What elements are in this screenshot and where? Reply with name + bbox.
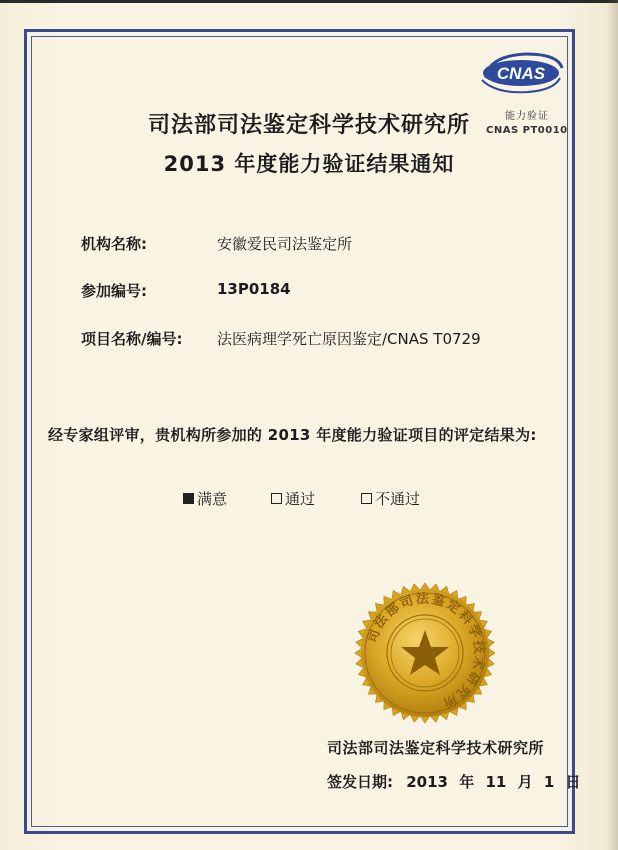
org-name-label: 机构名称: (81, 235, 147, 253)
participant-id-value: 13P0184 (217, 280, 291, 298)
cnas-logo-text: CNAS (496, 64, 546, 83)
issue-date-year-unit: 年 (459, 773, 475, 791)
org-name-value: 安徽爱民司法鉴定所 (217, 235, 353, 253)
issue-date-day: 1 (543, 773, 555, 791)
result-option-label: 不通过 (375, 490, 421, 508)
cnas-subtitle: 能力验证 (505, 111, 549, 122)
project-value: 法医病理学死亡原因鉴定/CNAS T0729 (217, 330, 481, 348)
participant-id-label: 参加编号: (81, 282, 147, 300)
result-option-pass (271, 488, 315, 509)
gold-seal (350, 578, 500, 728)
issue-date-day-unit: 日 (565, 773, 581, 791)
issue-date-year: 2013 (406, 773, 448, 791)
cnas-code: CNAS PT0010 (486, 125, 568, 136)
issuer-name: 司法部司法鉴定科学技术研究所 (327, 739, 545, 757)
result-option-fail (361, 488, 420, 509)
empty-box-icon (361, 493, 372, 504)
checked-box-icon (183, 493, 194, 504)
issue-date-label: 签发日期: (327, 773, 393, 791)
cnas-logo (476, 48, 566, 98)
result-option-satisfactory (183, 488, 227, 509)
project-label: 项目名称/编号: (81, 330, 183, 348)
issue-date-month-unit: 月 (517, 773, 533, 791)
empty-box-icon (271, 493, 282, 504)
issue-date-month: 11 (485, 773, 507, 791)
notice-title: 2013 年度能力验证结果通知 (163, 152, 455, 176)
scan-edge (0, 0, 618, 3)
svg-text:司法部司法鉴定科学技术研究所: 司法部司法鉴定科学技术研究所 (364, 591, 487, 711)
institute-title: 司法部司法鉴定科学技术研究所 (147, 113, 470, 138)
result-statement: 经专家组评审，贵机构所参加的 2013 年度能力验证项目的评定结果为: (48, 426, 537, 444)
result-option-label: 满意 (197, 490, 228, 508)
issue-date (327, 771, 581, 792)
result-option-label: 通过 (285, 490, 316, 508)
